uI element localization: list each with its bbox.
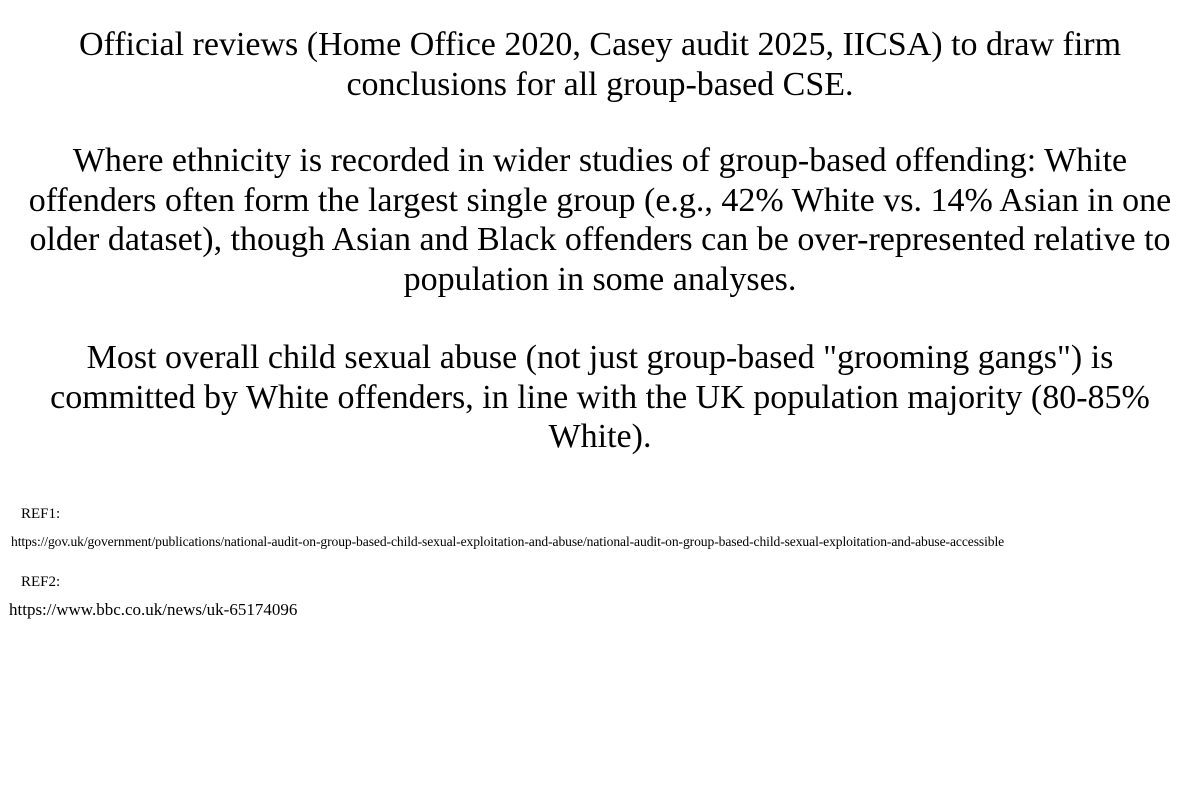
ref2-label: REF2: — [21, 574, 61, 590]
paragraph-line: Official reviews (Home Office 2020, Casey audit 2025, IICSA) to draw firm — [78, 26, 1122, 63]
paragraph-overall-abuse — [0, 338, 1200, 457]
paragraph-line: offenders often form the largest single group (e.g., 42% White vs. 14% Asian in one — [28, 181, 1172, 219]
paragraph-line: conclusions for all group-based CSE. — [346, 65, 854, 103]
paragraph-official-reviews — [0, 25, 1200, 104]
ref2-url[interactable]: https://www.bbc.co.uk/news/uk-65174096 — [9, 600, 298, 619]
paragraph-line: older dataset), though Asian and Black offenders can be over-represented relative to — [29, 221, 1171, 258]
paragraph-line: population in some analyses. — [403, 260, 797, 298]
ref1-url[interactable]: https://gov.uk/government/publications/national-audit-on-group-based-child-sexual-exploitation-and-abuse/national-audit-on-group-based-child-sexual-exploitation-and-abuse-accessible — [11, 534, 1005, 549]
paragraph-line: Most overall child sexual abuse (not just group-based "grooming gangs") is — [86, 339, 1114, 376]
paragraph-ethnicity-recorded — [0, 141, 1200, 299]
paragraph-line: Where ethnicity is recorded in wider studies of group-based offending: White — [72, 142, 1128, 179]
paragraph-line: committed by White offenders, in line with the UK population majority (80-85% — [50, 378, 1150, 416]
ref1-label: REF1: — [21, 506, 61, 522]
paragraph-line: White). — [548, 418, 652, 455]
